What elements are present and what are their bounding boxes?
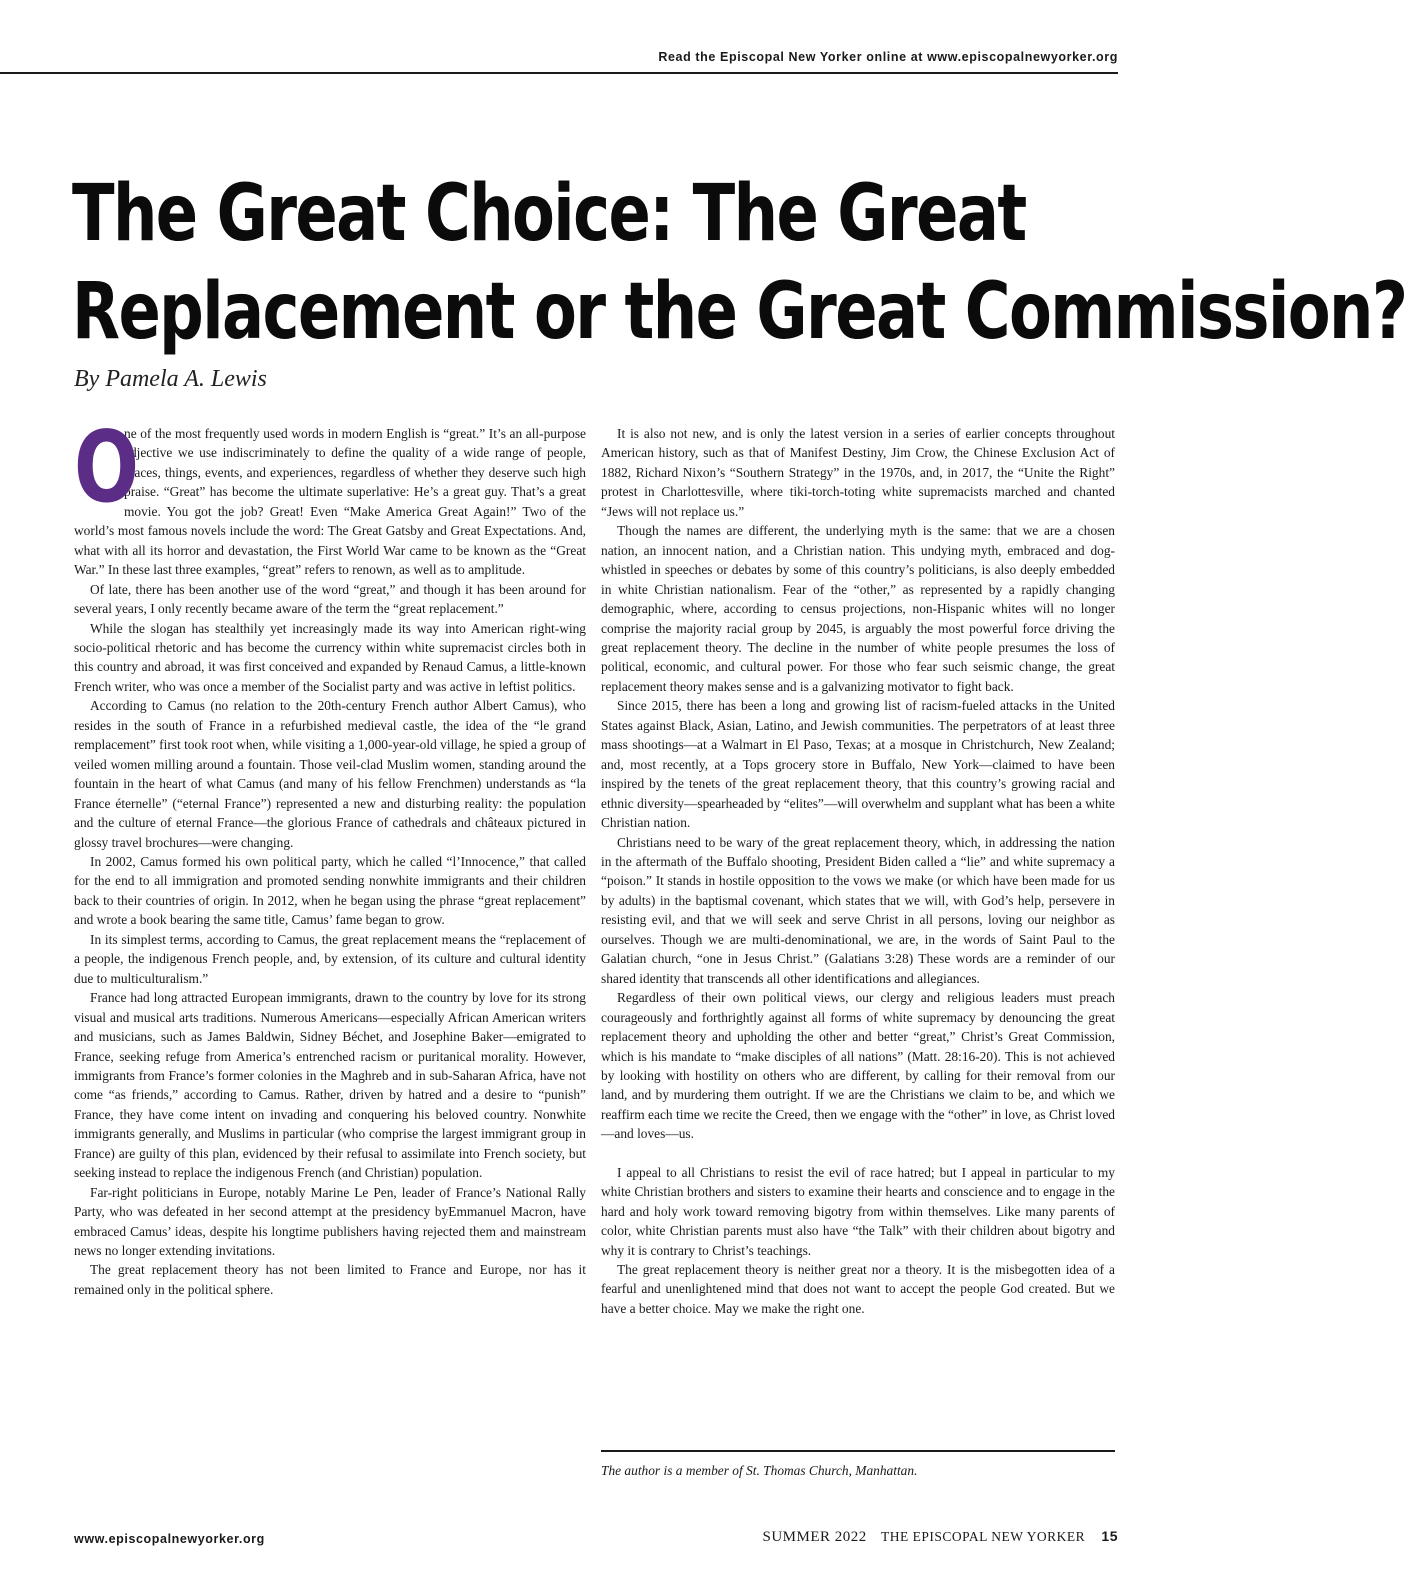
page-number: 15 [1101, 1528, 1118, 1544]
paragraph: Since 2015, there has been a long and growing list of racism-fueled attacks in the United States against Black, Asian, Latino, and Jewish communities. The perpetrators of at least three mass shootings—at a Walmart in El Paso, Texas; at a mosque in Christchurch, New Zealand; and, most recently, at a Tops grocery store in Buffalo, New York—claimed to have been inspired by the tenets of the great replacement theory, that this country’s growing racial and ethnic diversity—spearheaded by “elites”—will overwhelm and supplant what has been a white Christian nation. [601, 698, 1115, 831]
article-title [72, 165, 1406, 361]
paragraph: Though the names are different, the underlying myth is the same: that we are a chosen nation, an innocent nation, and a Christian nation. This undying myth, embraced and dog-whistled in speeches or debates by some of this country’s politicians, is also deeply embedded in white Christian nationalism. Fear of the “other,” as represented by a rapidly changing demographic, where, according to census projections, non-Hispanic whites will no longer comprise the majority racial group by 2045, is arguably the most powerful force driving the great replacement theory. The decline in the number of white people presumes the loss of political, economic, and cultural power. For those who fear such seismic change, the great replacement theory makes sense and is a galvanizing motivator to fight back. [601, 523, 1115, 694]
paragraph: It is also not new, and is only the latest version in a series of earlier concepts throughout American history, such as that of Manifest Destiny, Jim Crow, the Chinese Exclusion Act of 1882, Richard Nixon’s “Southern Strategy” in the 1970s, and, in 2017, the “Unite the Right” protest in Charlottesville, where tiki-torch-toting white supremacists marched and chanted “Jews will not replace us.” [601, 426, 1115, 519]
paragraph: Far-right politicians in Europe, notably Marine Le Pen, leader of France’s National Rally Party, who was defeated in her second attempt at the presidency byEmmanuel Macron, have embraced Camus’ ideas, despite his longtime publishers having rejected them and mainstream news no longer extending invitations. [74, 1184, 586, 1259]
header-bar [0, 42, 1118, 74]
byline: By Pamela A. Lewis [74, 366, 267, 392]
paragraph: Regardless of their own political views, our clergy and religious leaders must preach courageously and forthrightly against all forms of white supremacy by denouncing the great replacement theory and upholding the other and better “great,” Christ’s Great Commission, which is his mandate to “make disciples of all nations” (Matt. 28:16-20). This is not achieved by looking with hostility on others who are different, by calling for their removal from our land, and by murdering them outright. If we are the Christians we claim to be, and which we reaffirm each time we recite the Creed, then we engage with the “other” in love, as Christ loved—and loves—us. [601, 990, 1115, 1142]
paragraph: Christians need to be wary of the great replacement theory, which, in addressing the nation in the aftermath of the Buffalo shooting, President Biden called a “lie” and white supremacy a “poison.” It stands in hostile opposition to the vows we make (or which have been made for us by adults) in the baptismal covenant, which states that we will, with God’s help, persevere in resisting evil, and that we will seek and serve Christ in all persons, loving our neighbor as ourselves. Though we are multi-denominational, we are, in the words of Saint Paul to the Galatian church, “one in Jesus Christ.” (Galatians 3:28) These words are a reminder of our shared identity that transcends all other identifications and allegiances. [601, 834, 1115, 986]
footer-info [763, 1528, 1119, 1546]
issue-date: SUMMER 2022 [762, 1529, 867, 1545]
drop-cap: O [74, 411, 139, 525]
paragraph: While the slogan has stealthily yet increasingly made its way into American right-wing socio-political rhetoric and has become the currency within white supremacist circles both in this country and abroad, it was first conceived and expanded by Renaud Camus, a little-known French writer, who was once a member of the Socialist party and was active in leftist politics. [74, 620, 586, 694]
paragraph: O ne of the most frequently used words in modern English is “great.” It’s an all-purpose adjective we use indiscriminately to define the quality of a wide range of people, places, things, events, and experiences, regardless of whether they deserve such high praise. “Great” has become the ultimate superlative: He’s a great guy. That’s a great movie. You got the job? Great! Even “Make America Great Again!” Two of the world’s most famous novels include the word: The Great Gatsby and Great Expectations. And, what with all its horror and devastation, the First World War came to be known as the “Great War.” In these last three examples, “great” refers to renown, as well as to amplitude. [74, 411, 586, 578]
title-line-2: Replacement or the Great Commission? [72, 267, 1406, 357]
title-line-1: The Great Choice: The Great [72, 169, 1026, 259]
paragraph: The great replacement theory has not been limited to France and Europe, nor has it remained only in the political sphere. [74, 1262, 586, 1297]
paragraph: In 2002, Camus formed his own political party, which he called “l’Innocence,” that called for the end to all immigration and promoted sending nonwhite immigrants and their children back to their countries of origin. In 2012, when he began using the phrase “great replacement” and wrote a book bearing the same title, Camus’ fame began to grow. [74, 853, 586, 928]
footer-url: www.episcopalnewyorker.org [74, 1532, 265, 1546]
article-column-right [601, 424, 1115, 1318]
divider [601, 1450, 1115, 1452]
paragraph: According to Camus (no relation to the 20th-century French author Albert Camus), who resides in the south of France in a refurbished medieval castle, the idea of the “le grand remplacement” first took root when, while visiting a 1,000-year-old village, he spied a group of veiled women milling around a fountain. Those veil-clad Muslim women, standing around the fountain in the heart of what Camus (and many of his fellow Frenchmen) understands as “la France éternelle” (“eternal France”) represented a new and disturbing reality: the population and the culture of eternal France—the glorious France of cathedrals and châteaux pictured in glossy travel brochures—were changing. [74, 698, 586, 850]
paragraph: I appeal to all Christians to resist the evil of race hatred; but I appeal in particular to my white Christian brothers and sisters to examine their hearts and conscience and to engage in the hard and holy work toward removing bigotry from within themselves. Like many parents of color, white Christian parents must also have “the Talk” with their children about bigotry and why it is contrary to Christ’s teachings. [601, 1164, 1115, 1258]
online-note: Read the Episcopal New Yorker online at www.episcopalnewyorker.org [658, 50, 1118, 64]
paragraph: The great replacement theory is neither great nor a theory. It is the misbegotten idea of a fearful and unenlightened mind that does not want to accept the people God created. But we have a better choice. May we make the right one. [601, 1262, 1115, 1316]
publication-name: THE EPISCOPAL NEW YORKER [881, 1529, 1086, 1544]
paragraph: Of late, there has been another use of the word “great,” and though it has been around for several years, I only recently became aware of the term the “great replacement.” [74, 581, 586, 617]
author-note: The author is a member of St. Thomas Church, Manhattan. [601, 1463, 918, 1478]
paragraph: France had long attracted European immigrants, drawn to the country by love for its strong visual and musical arts traditions. Numerous Americans—especially African American writers and musicians, such as James Baldwin, Sidney Béchet, and Josephine Baker—emigrated to France, seeking refuge from America’s entrenched racism or puritanical morality. However, immigrants from France’s former colonies in the Maghreb and in sub-Saharan Africa, have not come “as friends,” according to Camus. Rather, driven by hatred and a desire to “punish” France, they have come intent on invading and conquering his beloved country. Nonwhite immigrants generally, and Muslims in particular (who comprise the largest immigrant group in France) are guilty of this plan, evidenced by their refusal to assimilate into French society, but seeking instead to replace the indigenous French (and Christian) population. [74, 990, 586, 1181]
article-column-left [74, 411, 586, 1299]
paragraph: In its simplest terms, according to Camus, the great replacement means the “replacement of a people, the indigenous French people, and, by extension, of its culture and cultural identity due to multiculturalism.” [74, 931, 586, 986]
